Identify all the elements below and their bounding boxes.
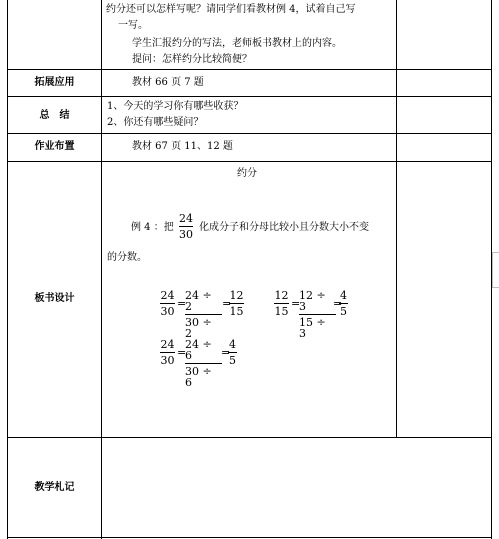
eq3-a-numerator: 24 — [160, 338, 175, 351]
fraction-bar — [179, 226, 193, 227]
extension-content: 教材 66 页 7 题 — [132, 77, 204, 88]
eq2-b-numerator: 12 ÷ 3 — [299, 289, 326, 313]
eq2-fraction-b — [299, 290, 336, 339]
eq3-fraction-a — [160, 339, 175, 366]
eq1-c-denominator: 15 — [229, 305, 244, 318]
eq3-b-numerator: 24 ÷ 6 — [185, 338, 212, 362]
eq2-equals-2: = — [333, 297, 343, 310]
eq3-b-denominator: 30 ÷ 6 — [185, 365, 212, 389]
eq2-equals-1: = — [291, 297, 301, 310]
label-column-divider — [101, 0, 102, 539]
intro-line-1: 约分还可以怎样写呢？请同学们看教材例 4，试着自己写 — [106, 4, 356, 15]
eq2-c-numerator: 4 — [340, 289, 347, 302]
homework-label: 作业布置 — [34, 141, 75, 152]
page-edge-marker — [492, 252, 499, 288]
fraction-bar — [160, 352, 175, 353]
example-fraction-denominator: 30 — [179, 228, 193, 241]
fraction-bar — [160, 303, 175, 304]
row-line-1 — [7, 69, 492, 70]
summary-question-1: 1、今天的学习你有哪些收获？ — [107, 101, 244, 112]
eq1-fraction-a — [160, 290, 175, 317]
eq3-fraction-b — [185, 339, 222, 388]
row-line-4 — [7, 161, 492, 162]
eq2-fraction-c — [339, 290, 348, 317]
example-fraction-numerator: 24 — [179, 212, 193, 225]
summary-label: 总 结 — [39, 110, 70, 121]
eq3-c-denominator: 5 — [229, 354, 236, 367]
fraction-bar — [185, 314, 222, 315]
example-prefix: 例 4 ：把 — [131, 222, 174, 233]
eq3-c-numerator: 4 — [229, 338, 236, 351]
eq2-a-denominator: 15 — [274, 305, 289, 318]
teaching-notes-label: 教学札记 — [34, 482, 75, 493]
eq2-a-numerator: 12 — [274, 289, 289, 302]
row-line-3 — [7, 133, 492, 134]
fraction-bar — [228, 352, 237, 353]
extension-label: 拓展应用 — [34, 77, 75, 88]
intro-line-3: 学生汇报约分的写法，老师板书教材上的内容。 — [132, 38, 342, 49]
eq1-b-denominator: 30 ÷ 2 — [185, 316, 212, 340]
eq3-fraction-c — [228, 339, 237, 366]
eq1-fraction-b — [185, 290, 222, 339]
homework-content: 教材 67 页 11、12 题 — [132, 141, 233, 152]
eq1-a-numerator: 24 — [160, 289, 175, 302]
example-line-2: 的分数。 — [107, 252, 147, 263]
eq1-c-numerator: 12 — [229, 289, 244, 302]
eq1-equals-1: = — [177, 297, 187, 310]
eq3-equals-2: = — [221, 346, 231, 359]
eq1-a-denominator: 30 — [160, 305, 175, 318]
fraction-bar — [274, 303, 289, 304]
intro-line-4: 提问：怎样约分比较简便？ — [132, 54, 252, 65]
board-design-label: 板书设计 — [34, 293, 75, 304]
eq1-fraction-c — [229, 290, 244, 317]
summary-question-2: 2、你还有哪些疑问？ — [107, 117, 204, 128]
example-suffix: 化成分子和分母比较小且分数大小不变 — [199, 222, 369, 233]
right-column-divider — [396, 0, 397, 437]
intro-line-2: 一写。 — [118, 20, 148, 31]
table-border-bottom — [7, 537, 492, 538]
row-line-5 — [7, 437, 492, 438]
eq1-b-numerator: 24 ÷ 2 — [185, 289, 212, 313]
board-title: 约分 — [237, 168, 257, 179]
eq2-c-denominator: 5 — [340, 305, 347, 318]
example-fraction — [179, 213, 193, 240]
fraction-bar — [299, 314, 336, 315]
eq1-equals-2: = — [222, 297, 232, 310]
eq2-b-denominator: 15 ÷ 3 — [299, 316, 326, 340]
row-line-2 — [7, 96, 492, 97]
eq3-equals-1: = — [177, 346, 187, 359]
eq3-a-denominator: 30 — [160, 354, 175, 367]
fraction-bar — [229, 303, 244, 304]
fraction-bar — [339, 303, 348, 304]
fraction-bar — [185, 363, 222, 364]
eq2-fraction-a — [274, 290, 289, 317]
